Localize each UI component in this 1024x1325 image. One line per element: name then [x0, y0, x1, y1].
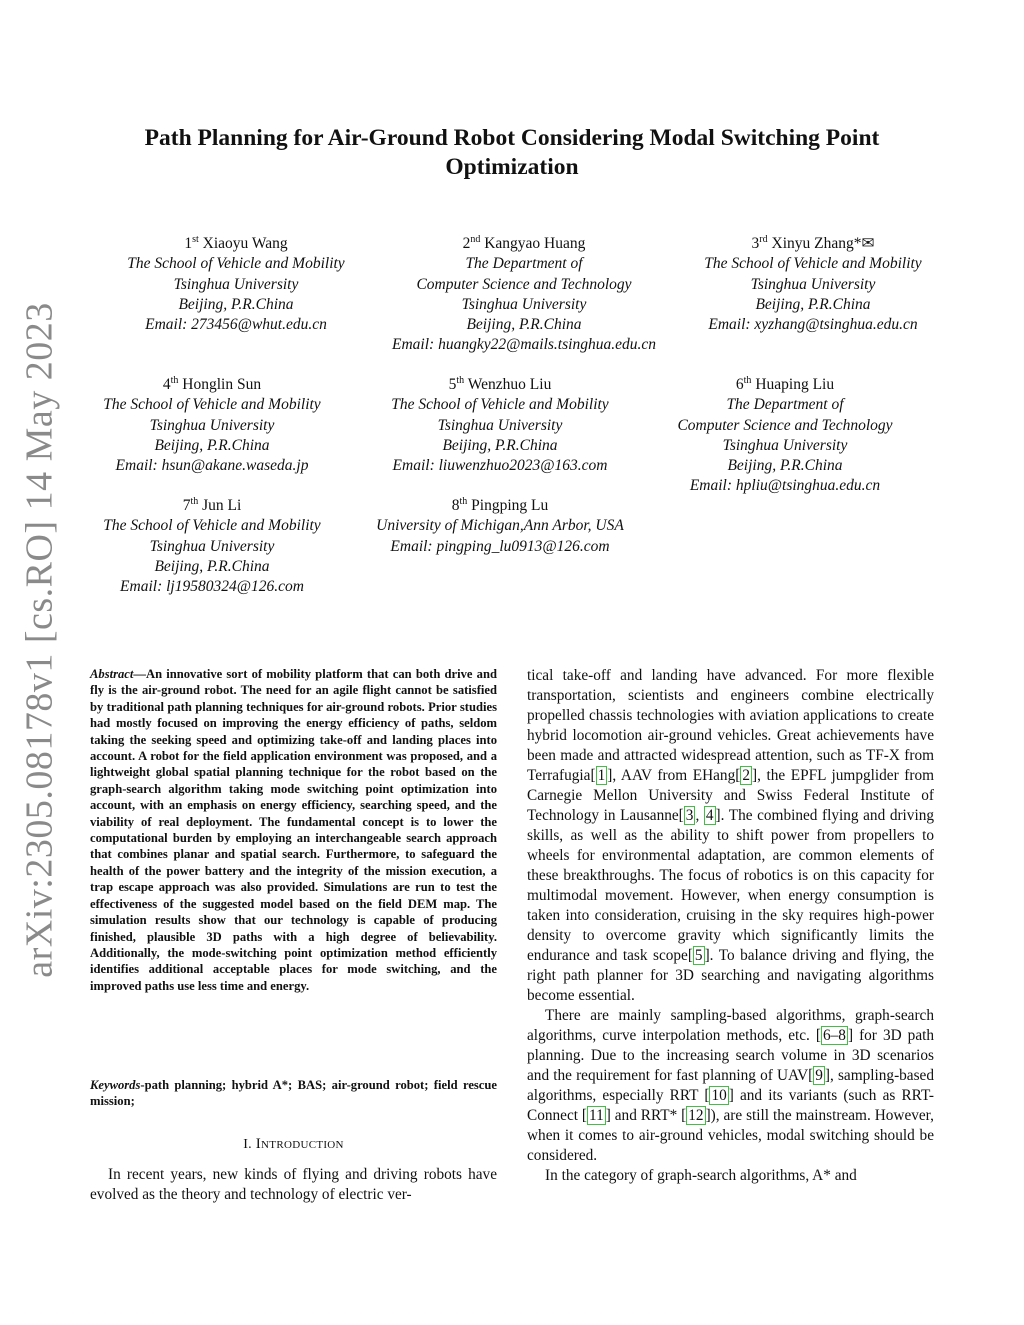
- paragraph: In the category of graph-search algorithms, A* and: [545, 1167, 857, 1184]
- citation-link[interactable]: 10: [711, 1087, 727, 1104]
- keywords-text: -path planning; hybrid A*; BAS; air-ground robot; field rescue mission;: [90, 1078, 497, 1109]
- abstract-label: Abstract: [90, 667, 134, 681]
- author-email: Email: hsun@akane.waseda.jp: [115, 457, 309, 475]
- abstract: [90, 666, 497, 994]
- author-name: Jun Li: [202, 497, 242, 514]
- citation-link[interactable]: 12: [688, 1107, 704, 1124]
- keywords: [90, 1077, 497, 1110]
- abstract-text: —An innovative sort of mobility platform that can both drive and fly is the air-ground robot. The need for an agile flight cannot be satisfied by traditional path planning techniques for air-ground robots. Prior studies had mostly focused on improving the energy efficiency of paths, seldom taking the seeking speed and optimizing take-off and landing places into account. A robot for the field application environment was proposed, and a lightweight global spatial planning technique for the robot based on the graph-search algorithm taking mode switching point optimization into account, with an emphasis on energy efficiency, searching speed, and the viability of real deployment. The fundamental concept is to lower the computational burden by employing an interchangeable search approach that combines planar and spatial search. Furthermore, to safeguard the health of the power battery and the integrity of the mission execution, a trap escape approach was also provided. Simulations are run to test the effectiveness of the suggested model based on the field DEM map. The simulation results show that our technology is capable of producing finished, plausible 3D paths with a high degree of believability. Additionally, the mode-switching point optimization method efficiently identifies additional acceptable places for mode switching, and the improved paths use less time and energy.: [90, 667, 497, 993]
- author-block: 6th Huaping Liu The Department of Computer Science and Technology Tsinghua University Beijing, P.R.China Email: hpliu@tsinghua.edu.cn: [645, 375, 925, 497]
- author-name: Kangyao Huang: [484, 235, 586, 252]
- author-email: Email: xyzhang@tsinghua.edu.cn: [708, 316, 918, 334]
- citation-link[interactable]: 4: [705, 807, 714, 824]
- author-email: Email: lj19580324@126.com: [120, 578, 304, 596]
- author-email: Email: huangky22@mails.tsinghua.edu.cn: [392, 336, 656, 354]
- author-block: 8th Pingping Lu University of Michigan,Ann Arbor, USA Email: pingping_lu0913@126.com: [345, 496, 655, 557]
- citation-link[interactable]: 6–8: [822, 1027, 846, 1044]
- citation-link[interactable]: 2: [742, 767, 750, 784]
- paragraph: There are mainly sampling-based algorithms, graph-search algorithms, curve interpolation methods, etc. [ 6–8 ] for 3D path planning. Due to the increasing search volume in 3D scenarios and the requirement for fast planning of UAV[ 9 ], sampling-based algorithms, especially RRT [ 10 ] and its variants (such as RRT-Connect [ 11 ] and RRT* [ 12 ]), are still the mainstream. However, when it comes to air-ground vehicles, modal switching should be considered.: [527, 1007, 935, 1164]
- citation-link[interactable]: 3: [685, 807, 694, 824]
- author-name: Honglin Sun: [182, 376, 262, 393]
- author-block: 3rd Xinyu Zhang*✉ The School of Vehicle and Mobility Tsinghua University Beijing, P.R.China Email: xyzhang@tsinghua.edu.cn: [672, 234, 954, 335]
- paragraph: In recent years, new kinds of flying and driving robots have evolved as the theory and technology of electric ver-: [90, 1166, 497, 1203]
- author-email: Email: pingping_lu0913@126.com: [390, 537, 610, 555]
- paragraph: tical take-off and landing have advanced. For more flexible transportation, scientists and engineers combine electrically propelled chassis technologies with aviation applications to create hybrid locomotion air-ground vehicles. Great achievements have been made and attracted widespread attention, such as TF-X from Terrafugia[ 1 ], AAV from EHang[ 2 ], the EPFL jumpglider from Carnegie Mellon University and Swiss Federal Institute of Technology in Lausanne[ 3 , 4 ]. The combined flying and driving skills, as well as the ability to shift power from propellers to wheels for environmental adaptation, are common elements of these breakthroughs. The focus of robotics is on this capacity for multimodal movement. However, when energy consumption is taken into consideration, cruising in the sky requires high-power density to overcome gravity which significantly limits the endurance and task scope[ 5 ]. To balance driving and flying, the right path planner for 3D searching and navigating algorithms become essential.: [527, 667, 935, 1004]
- author-block: 7th Jun Li The School of Vehicle and Mobility Tsinghua University Beijing, P.R.China Email: lj19580324@126.com: [72, 496, 352, 597]
- author-name: Xinyu Zhang*✉: [771, 235, 875, 252]
- author-name: Pingping Lu: [471, 497, 549, 514]
- author-block: 2nd Kangyao Huang The Department of Computer Science and Technology Tsinghua University Beijing, P.R.China Email: huangky22@mails.tsinghua.edu.cn: [372, 234, 676, 356]
- section-heading: I. Introduction: [243, 1136, 344, 1152]
- author-name: Wenzhuo Liu: [467, 376, 552, 393]
- section-title: Introduction: [255, 1136, 344, 1152]
- arxiv-id: arXiv:2305.08178v1 [cs.RO] 14 May 2023: [19, 302, 62, 978]
- author-block: 4th Honglin Sun The School of Vehicle and Mobility Tsinghua University Beijing, P.R.China Email: hsun@akane.waseda.jp: [72, 375, 352, 476]
- citation-link[interactable]: 1: [597, 767, 606, 784]
- citation-link[interactable]: 5: [694, 947, 703, 964]
- author-email: Email: hpliu@tsinghua.edu.cn: [689, 477, 881, 495]
- citation-link[interactable]: 9: [815, 1067, 823, 1084]
- intro-right-column: [527, 666, 934, 1186]
- author-name: Huaping Liu: [755, 376, 835, 393]
- citation-link[interactable]: 11: [589, 1107, 604, 1124]
- intro-left-column: [90, 1165, 497, 1205]
- author-email: Email: 273456@whut.edu.cn: [145, 316, 327, 334]
- author-email: Email: liuwenzhuo2023@163.com: [392, 457, 608, 475]
- author-block: 1st Xiaoyu Wang The School of Vehicle and Mobility Tsinghua University Beijing, P.R.China Email: 273456@whut.edu.cn: [96, 234, 376, 335]
- arxiv-stamp: [0, 302, 80, 978]
- author-block: 5th Wenzhuo Liu The School of Vehicle and Mobility Tsinghua University Beijing, P.R.China Email: liuwenzhuo2023@163.com: [360, 375, 640, 476]
- author-name: Xiaoyu Wang: [202, 235, 288, 252]
- paper-title: Path Planning for Air-Ground Robot Considering Modal Switching Point Optimization: [144, 125, 880, 180]
- keywords-label: Keywords: [90, 1078, 141, 1092]
